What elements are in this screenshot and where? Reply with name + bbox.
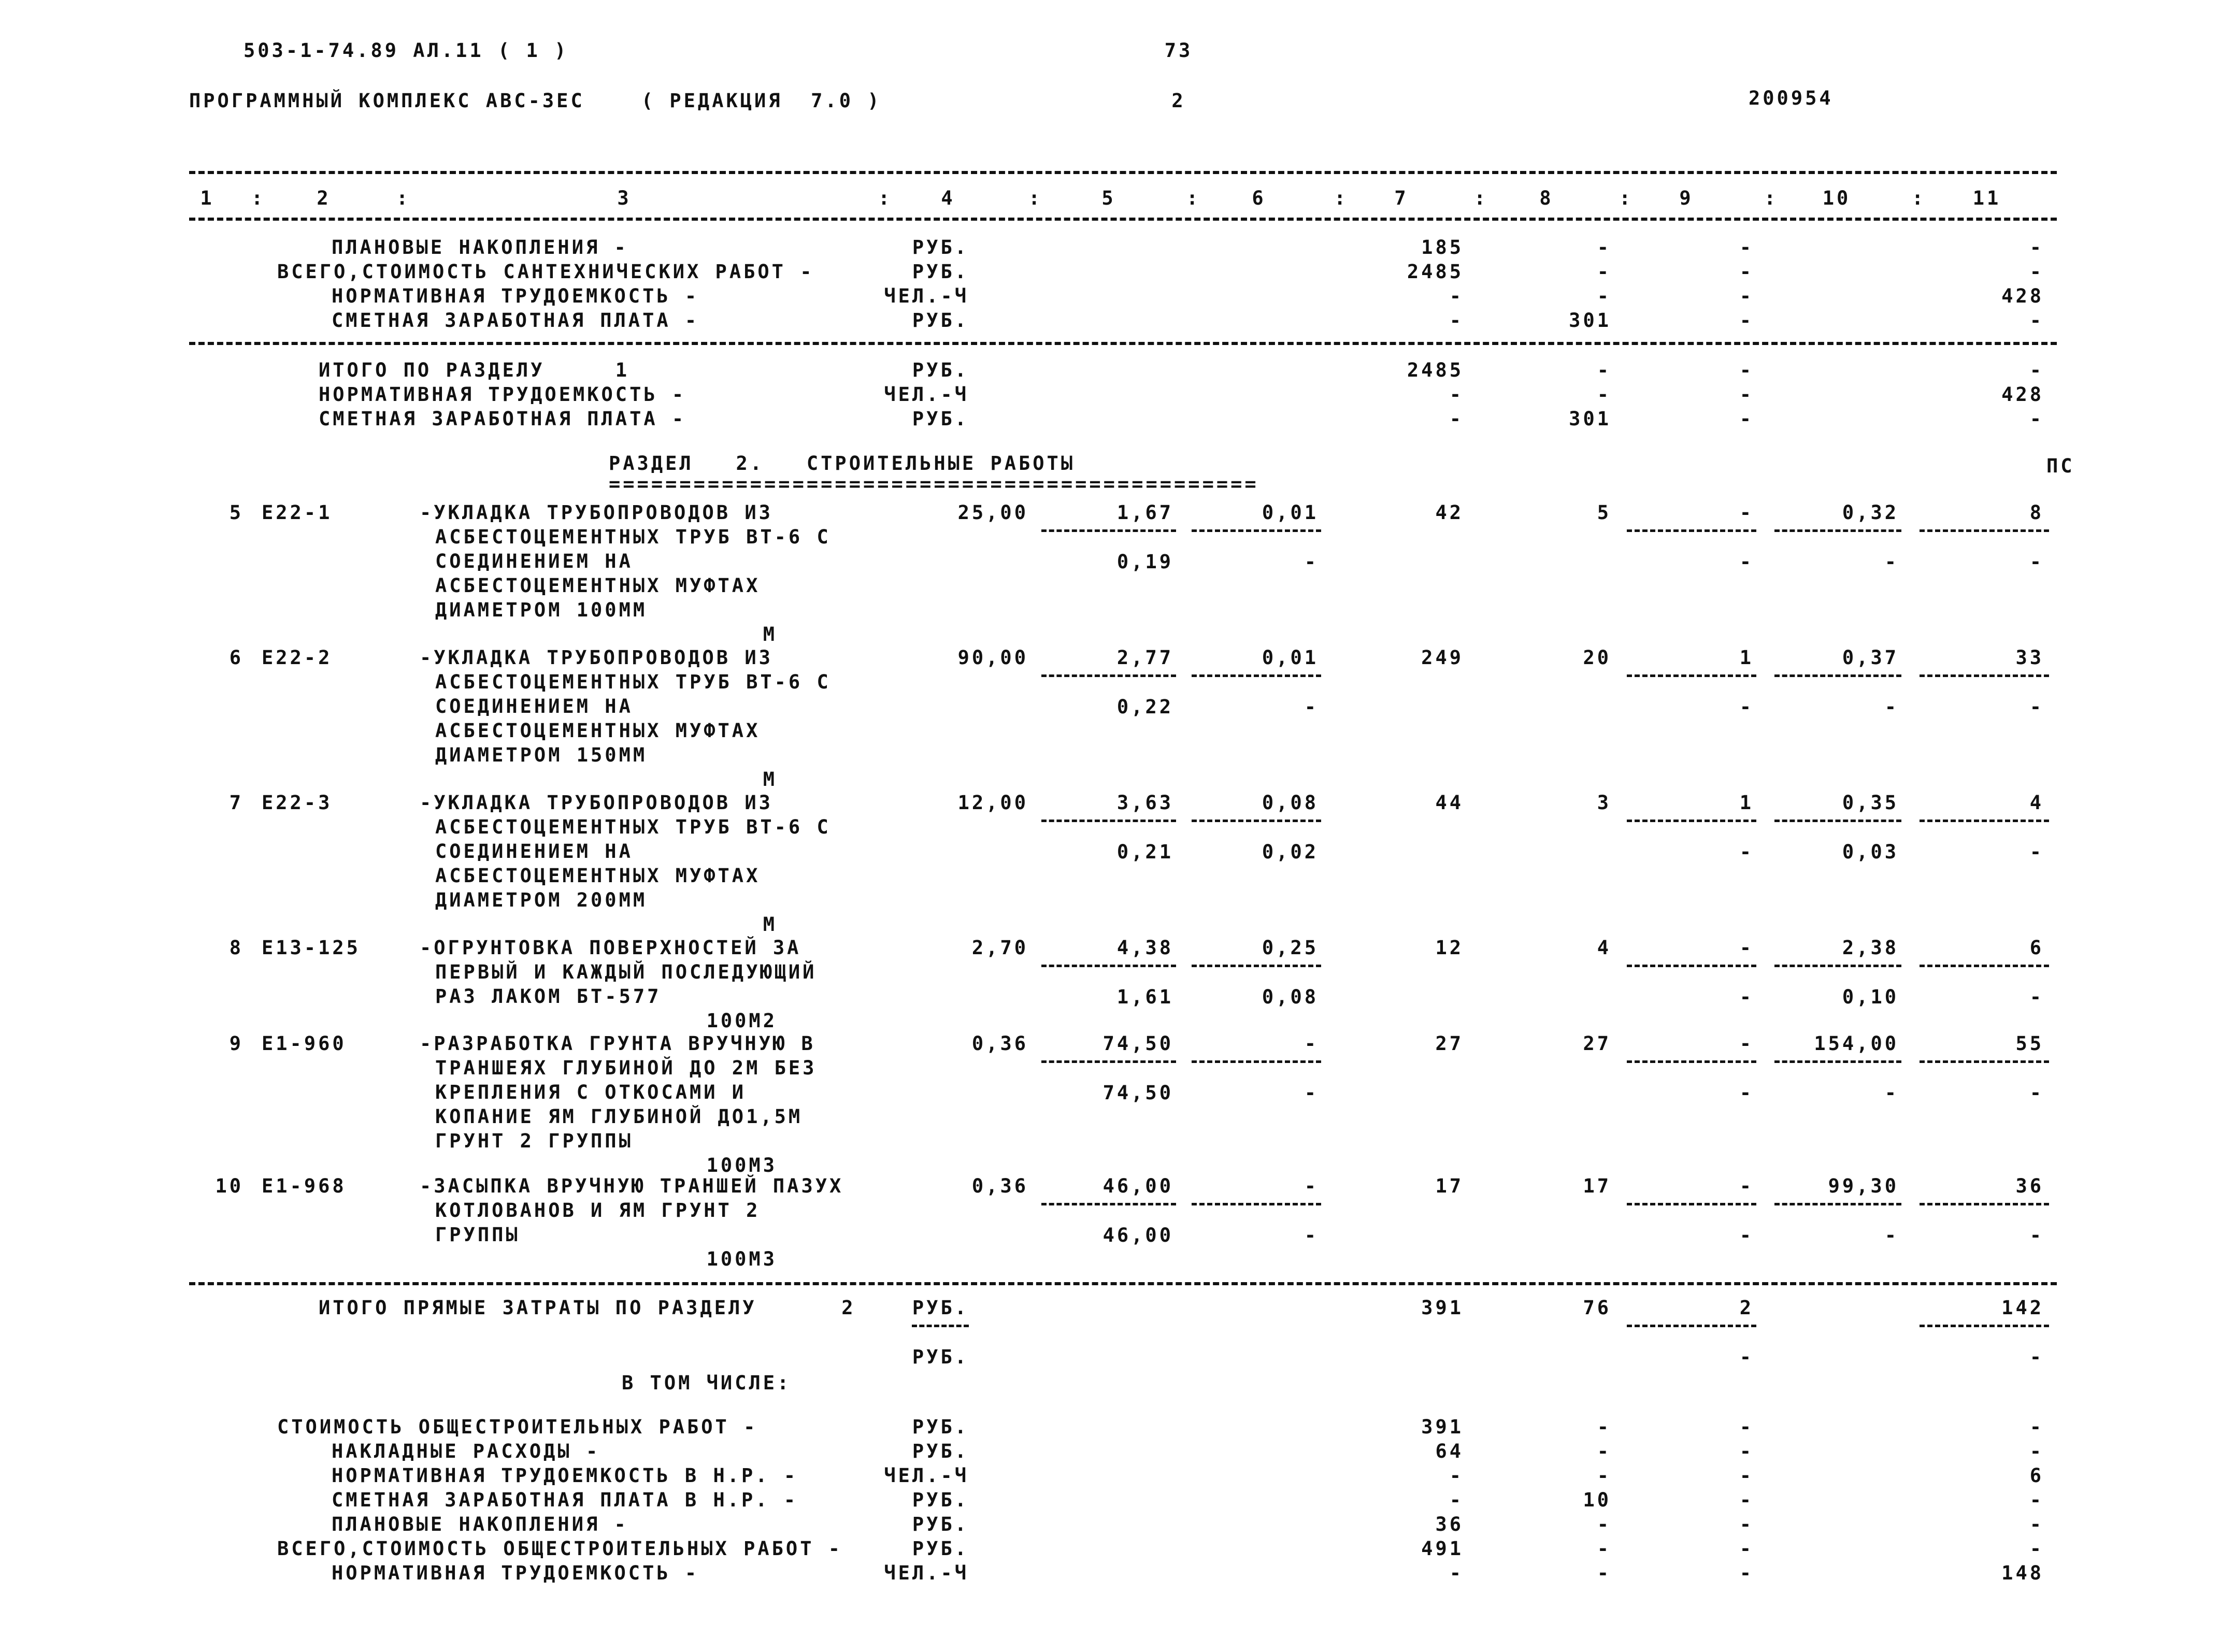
- item-col11: 36: [2015, 1175, 2044, 1197]
- column-header-4: 4: [941, 187, 955, 209]
- summary-col11: -: [2029, 261, 2044, 283]
- item-quantity: 12,00: [957, 792, 1028, 814]
- item-unit: М: [763, 623, 777, 645]
- item-subrule: [1627, 529, 1756, 532]
- item-col11: 4: [2029, 792, 2044, 814]
- item-quantity: 90,00: [957, 647, 1028, 669]
- item-description-line: АСБЕСТОЦЕМЕНТНЫХ МУФТАХ: [435, 720, 761, 742]
- summary-unit: РУБ.: [912, 359, 969, 381]
- item-col10: 99,30: [1828, 1175, 1899, 1197]
- item-quantity: 0,36: [971, 1032, 1028, 1055]
- summary-label: НОРМАТИВНАЯ ТРУДОЕМКОСТЬ -: [332, 1562, 699, 1584]
- item-col9-secondary: -: [1739, 986, 1754, 1008]
- summary-col11: 6: [2029, 1464, 2044, 1487]
- item-col5: 2,77: [1116, 647, 1173, 669]
- summary-label: ПЛАНОВЫЕ НАКОПЛЕНИЯ -: [332, 1513, 628, 1535]
- item-col11: 6: [2029, 937, 2044, 959]
- item-col10: 2,38: [1842, 937, 1899, 959]
- item-subrule: [1774, 1203, 1901, 1205]
- column-header-9: 9: [1679, 187, 1694, 209]
- summary-col8: -: [1597, 1513, 1611, 1535]
- item-subrule: [1774, 820, 1901, 822]
- item-col10: 0,35: [1842, 792, 1899, 814]
- item-col7: 27: [1435, 1032, 1464, 1055]
- item-col5: 46,00: [1102, 1175, 1173, 1197]
- item-col6: -: [1304, 1032, 1319, 1055]
- column-header-10: 10: [1822, 187, 1851, 209]
- summary-col7: 2485: [1407, 261, 1464, 283]
- item-subrule: [1774, 965, 1901, 967]
- summary-col7: 2485: [1407, 359, 1464, 381]
- direct-costs-col9-secondary: -: [1739, 1346, 1754, 1368]
- item-col11-secondary: -: [2029, 986, 2044, 1008]
- column-separator: :: [1334, 187, 1349, 209]
- column-separator: :: [251, 187, 266, 209]
- column-separator: :: [878, 187, 893, 209]
- column-header-3: 3: [617, 187, 632, 209]
- summary-col9: -: [1739, 309, 1754, 332]
- item-subrule: [1192, 1203, 1321, 1205]
- summary-col9: -: [1739, 236, 1754, 258]
- summary-col11: 428: [2001, 285, 2044, 307]
- item-number: 9: [229, 1032, 244, 1055]
- item-quantity: 2,70: [971, 937, 1028, 959]
- summary-col8: 10: [1583, 1489, 1611, 1511]
- item-col10: 0,37: [1842, 647, 1899, 669]
- summary-unit: РУБ.: [912, 1440, 969, 1462]
- item-col8: 27: [1583, 1032, 1611, 1055]
- item-col10: 0,32: [1842, 501, 1899, 524]
- item-description-line: СОЕДИНЕНИЕМ НА: [435, 695, 633, 717]
- summary-col11: -: [2029, 236, 2044, 258]
- item-subrule: [1041, 1203, 1176, 1205]
- summary-col11: -: [2029, 1489, 2044, 1511]
- summary-col8: 301: [1569, 309, 1611, 332]
- item-description-line: -УКЛАДКА ТРУБОПРОВОДОВ ИЗ: [420, 501, 773, 524]
- summary-col11: -: [2029, 1513, 2044, 1535]
- summary-col9: -: [1739, 1562, 1754, 1584]
- item-code: Е22-2: [262, 647, 333, 669]
- section-2-underline: ==============================================: [609, 473, 1259, 495]
- item-col7: 42: [1435, 501, 1464, 524]
- item-col9: -: [1739, 1032, 1754, 1055]
- item-col5: 74,50: [1102, 1032, 1173, 1055]
- direct-costs-col11: 142: [2001, 1297, 2044, 1319]
- direct-costs-col9: 2: [1739, 1297, 1754, 1319]
- item-col11-secondary: -: [2029, 1082, 2044, 1104]
- item-number: 10: [215, 1175, 244, 1197]
- summary-unit: ЧЕЛ.-Ч: [884, 1562, 969, 1584]
- item-subrule: [1041, 529, 1176, 532]
- item-description-line: ТРАНШЕЯХ ГЛУБИНОЙ ДО 2М БЕЗ: [435, 1057, 817, 1079]
- summary-unit: ЧЕЛ.-Ч: [884, 383, 969, 406]
- summary-col8: -: [1597, 261, 1611, 283]
- summary-col9: -: [1739, 359, 1754, 381]
- summary-col7: -: [1449, 309, 1464, 332]
- item-col8: 3: [1597, 792, 1611, 814]
- summary-unit: РУБ.: [912, 1489, 969, 1511]
- item-description-line: ПЕРВЫЙ И КАЖДЫЙ ПОСЛЕДУЮЩИЙ: [435, 961, 817, 983]
- item-col10: 154,00: [1814, 1032, 1899, 1055]
- item-unit: 100М2: [706, 1010, 777, 1032]
- item-code: Е22-3: [262, 792, 333, 814]
- item-col8: 20: [1583, 647, 1611, 669]
- summary-col8: -: [1597, 1416, 1611, 1438]
- section1-total-rule: [189, 342, 2057, 345]
- item-unit: 100М3: [706, 1248, 777, 1270]
- summary-col7: 185: [1421, 236, 1464, 258]
- item-description-line: АСБЕСТОЦЕМЕНТНЫХ МУФТАХ: [435, 574, 761, 597]
- item-col5-secondary: 74,50: [1102, 1082, 1173, 1104]
- item-code: Е13-125: [262, 937, 361, 959]
- summary-col11: -: [2029, 309, 2044, 332]
- item-subrule: [1041, 965, 1176, 967]
- summary-col9: -: [1739, 383, 1754, 406]
- section-2-title: РАЗДЕЛ 2. СТРОИТЕЛЬНЫЕ РАБОТЫ: [609, 452, 1076, 475]
- item-col6-secondary: 0,08: [1262, 986, 1319, 1008]
- item-subrule: [1192, 820, 1321, 822]
- summary-col8: -: [1597, 1440, 1611, 1462]
- summary-unit: РУБ.: [912, 309, 969, 332]
- summary-unit: ЧЕЛ.-Ч: [884, 285, 969, 307]
- table-header-rule: [189, 218, 2057, 221]
- item-description-line: АСБЕСТОЦЕМЕНТНЫХ МУФТАХ: [435, 865, 761, 887]
- summary-unit: РУБ.: [912, 1416, 969, 1438]
- column-separator: :: [1474, 187, 1488, 209]
- item-col11: 33: [2015, 647, 2044, 669]
- item-subrule: [1192, 965, 1321, 967]
- item-col5-secondary: 0,22: [1116, 696, 1173, 718]
- direct-costs-col7: 391: [1421, 1297, 1464, 1319]
- column-header-2: 2: [317, 187, 331, 209]
- summary-unit: РУБ.: [912, 261, 969, 283]
- item-subrule: [1774, 529, 1901, 532]
- item-description-line: -ЗАСЫПКА ВРУЧНУЮ ТРАНШЕЙ ПАЗУХ: [420, 1175, 844, 1197]
- direct-costs-subrule: [1627, 1325, 1756, 1327]
- item-subrule: [1192, 1060, 1321, 1063]
- item-col6-secondary: -: [1304, 696, 1319, 718]
- item-col5-secondary: 0,21: [1116, 841, 1173, 863]
- program-title: ПРОГРАММНЫЙ КОМПЛЕКС АВС-3ЕС ( РЕДАКЦИЯ 7.0 ): [189, 90, 882, 112]
- item-subrule: [1041, 1060, 1176, 1063]
- item-description-line: ГРУППЫ: [435, 1224, 520, 1246]
- column-separator: :: [1912, 187, 1926, 209]
- item-number: 5: [229, 501, 244, 524]
- summary-col7: -: [1449, 285, 1464, 307]
- item-col11-secondary: -: [2029, 1224, 2044, 1246]
- item-code: Е1-968: [262, 1175, 347, 1197]
- item-quantity: 0,36: [971, 1175, 1028, 1197]
- item-quantity: 25,00: [957, 501, 1028, 524]
- item-subrule: [1920, 965, 2049, 967]
- direct-costs-label: ИТОГО ПРЯМЫЕ ЗАТРАТЫ ПО РАЗДЕЛУ 2: [319, 1297, 856, 1319]
- sheet-number: 2: [1171, 90, 1186, 112]
- item-subrule: [1920, 674, 2049, 677]
- direct-costs-col11-secondary: -: [2029, 1346, 2044, 1368]
- column-header-8: 8: [1539, 187, 1554, 209]
- column-separator: :: [396, 187, 411, 209]
- item-description-line: АСБЕСТОЦЕМЕНТНЫХ ТРУБ ВТ-6 С: [435, 526, 831, 548]
- summary-unit: ЧЕЛ.-Ч: [884, 1464, 969, 1487]
- item-col6: 0,01: [1262, 501, 1319, 524]
- summary-col11: -: [2029, 1416, 2044, 1438]
- column-header-5: 5: [1101, 187, 1116, 209]
- summary-label: НАКЛАДНЫЕ РАСХОДЫ -: [332, 1440, 600, 1462]
- table-top-rule: [189, 171, 2057, 174]
- document-id: 200954: [1749, 87, 1834, 109]
- summary-col8: -: [1597, 359, 1611, 381]
- summary-col8: -: [1597, 1538, 1611, 1560]
- summary-label: СТОИМОСТЬ ОБЩЕСТРОИТЕЛЬНЫХ РАБОТ -: [277, 1416, 758, 1438]
- summary-col9: -: [1739, 1538, 1754, 1560]
- summary-label: НОРМАТИВНАЯ ТРУДОЕМКОСТЬ -: [332, 285, 699, 307]
- summary-label: ВСЕГО,СТОИМОСТЬ САНТЕХНИЧЕСКИХ РАБОТ -: [277, 261, 814, 283]
- column-separator: :: [1764, 187, 1779, 209]
- item-subrule: [1627, 674, 1756, 677]
- item-description-line: СОЕДИНЕНИЕМ НА: [435, 840, 633, 863]
- page-number: 73: [1164, 39, 1193, 62]
- item-subrule: [1920, 529, 2049, 532]
- item-code: Е1-960: [262, 1032, 347, 1055]
- item-description-line: КОТЛОВАНОВ И ЯМ ГРУНТ 2: [435, 1199, 761, 1222]
- summary-col11: -: [2029, 359, 2044, 381]
- item-col10-secondary: 0,03: [1842, 841, 1899, 863]
- item-subrule: [1627, 1060, 1756, 1063]
- item-col5-secondary: 46,00: [1102, 1224, 1173, 1246]
- item-subrule: [1627, 1203, 1756, 1205]
- item-description-line: АСБЕСТОЦЕМЕНТНЫХ ТРУБ ВТ-6 С: [435, 816, 831, 838]
- summary-col9: -: [1739, 1440, 1754, 1462]
- item-col11-secondary: -: [2029, 696, 2044, 718]
- item-col7: 44: [1435, 792, 1464, 814]
- side-mark: ПС: [2046, 455, 2075, 477]
- summary-col7: -: [1449, 1464, 1464, 1487]
- item-number: 6: [229, 647, 244, 669]
- summary-col7: -: [1449, 383, 1464, 406]
- item-description-line: ДИАМЕТРОМ 200ММ: [435, 889, 648, 911]
- summary-label: ИТОГО ПО РАЗДЕЛУ 1: [319, 359, 630, 381]
- summary-unit: РУБ.: [912, 236, 969, 258]
- item-subrule: [1920, 1203, 2049, 1205]
- summary-col9: -: [1739, 1464, 1754, 1487]
- summary-label: ВСЕГО,СТОИМОСТЬ ОБЩЕСТРОИТЕЛЬНЫХ РАБОТ -: [277, 1538, 843, 1560]
- summary-col7: 36: [1435, 1513, 1464, 1535]
- direct-costs-col8: 76: [1583, 1297, 1611, 1319]
- including-label: В ТОМ ЧИСЛЕ:: [622, 1372, 792, 1394]
- summary-label: СМЕТНАЯ ЗАРАБОТНАЯ ПЛАТА -: [332, 309, 699, 332]
- item-subrule: [1920, 1060, 2049, 1063]
- item-col11: 55: [2015, 1032, 2044, 1055]
- summary-col11: -: [2029, 1538, 2044, 1560]
- column-separator: :: [1186, 187, 1201, 209]
- item-subrule: [1774, 1060, 1901, 1063]
- column-header-7: 7: [1394, 187, 1409, 209]
- item-col9: -: [1739, 1175, 1754, 1197]
- summary-col8: -: [1597, 1562, 1611, 1584]
- item-subrule: [1041, 674, 1176, 677]
- item-description-line: -ОГРУНТОВКА ПОВЕРХНОСТЕЙ ЗА: [420, 937, 801, 959]
- item-unit: М: [763, 768, 777, 791]
- summary-col11: -: [2029, 408, 2044, 430]
- direct-costs-rule: [189, 1282, 2057, 1285]
- item-unit: 100М3: [706, 1154, 777, 1176]
- item-code: Е22-1: [262, 501, 333, 524]
- item-col7: 249: [1421, 647, 1464, 669]
- column-separator: :: [1028, 187, 1043, 209]
- item-description-line: СОЕДИНЕНИЕМ НА: [435, 550, 633, 572]
- item-col11-secondary: -: [2029, 841, 2044, 863]
- summary-col7: -: [1449, 408, 1464, 430]
- document-code: 503-1-74.89 АЛ.11 ( 1 ): [244, 39, 569, 62]
- summary-col9: -: [1739, 408, 1754, 430]
- summary-col9: -: [1739, 261, 1754, 283]
- summary-col11: 148: [2001, 1562, 2044, 1584]
- item-subrule: [1627, 820, 1756, 822]
- item-col10-secondary: 0,10: [1842, 986, 1899, 1008]
- item-col11-secondary: -: [2029, 551, 2044, 573]
- summary-col8: -: [1597, 1464, 1611, 1487]
- item-description-line: ДИАМЕТРОМ 150ММ: [435, 744, 648, 766]
- summary-col7: 64: [1435, 1440, 1464, 1462]
- column-separator: :: [1619, 187, 1634, 209]
- direct-costs-unit-rule: [912, 1325, 969, 1327]
- item-subrule: [1774, 674, 1901, 677]
- item-subrule: [1192, 674, 1321, 677]
- summary-col9: -: [1739, 1513, 1754, 1535]
- item-col7: 12: [1435, 937, 1464, 959]
- item-col5: 3,63: [1116, 792, 1173, 814]
- item-description-line: АСБЕСТОЦЕМЕНТНЫХ ТРУБ ВТ-6 С: [435, 671, 831, 693]
- summary-col9: -: [1739, 1416, 1754, 1438]
- item-col6-secondary: 0,02: [1262, 841, 1319, 863]
- item-col10-secondary: -: [1884, 1082, 1899, 1104]
- item-col5: 1,67: [1116, 501, 1173, 524]
- item-col10-secondary: -: [1884, 551, 1899, 573]
- item-number: 7: [229, 792, 244, 814]
- summary-col7: 391: [1421, 1416, 1464, 1438]
- item-subrule: [1627, 965, 1756, 967]
- summary-label: СМЕТНАЯ ЗАРАБОТНАЯ ПЛАТА В Н.Р. -: [332, 1489, 798, 1511]
- summary-col11: 428: [2001, 383, 2044, 406]
- summary-col7: -: [1449, 1562, 1464, 1584]
- item-col9-secondary: -: [1739, 1082, 1754, 1104]
- item-description-line: РАЗ ЛАКОМ БТ-577: [435, 985, 662, 1008]
- item-col6-secondary: -: [1304, 1082, 1319, 1104]
- item-description-line: ГРУНТ 2 ГРУППЫ: [435, 1130, 633, 1152]
- summary-unit: РУБ.: [912, 1513, 969, 1535]
- summary-col8: -: [1597, 285, 1611, 307]
- item-subrule: [1192, 529, 1321, 532]
- item-col6: 0,01: [1262, 647, 1319, 669]
- column-header-6: 6: [1252, 187, 1266, 209]
- item-col6: 0,25: [1262, 937, 1319, 959]
- summary-label: НОРМАТИВНАЯ ТРУДОЕМКОСТЬ В Н.Р. -: [332, 1464, 798, 1487]
- item-description-line: ДИАМЕТРОМ 100ММ: [435, 599, 648, 621]
- item-col5: 4,38: [1116, 937, 1173, 959]
- column-header-1: 1: [200, 187, 214, 209]
- summary-label: СМЕТНАЯ ЗАРАБОТНАЯ ПЛАТА -: [319, 408, 686, 430]
- item-col10-secondary: -: [1884, 1224, 1899, 1246]
- direct-costs-unit: РУБ.: [912, 1297, 969, 1319]
- item-description-line: КРЕПЛЕНИЯ С ОТКОСАМИ И: [435, 1081, 747, 1103]
- summary-col8: -: [1597, 383, 1611, 406]
- item-col9: -: [1739, 937, 1754, 959]
- item-description-line: -РАЗРАБОТКА ГРУНТА ВРУЧНУЮ В: [420, 1032, 815, 1055]
- summary-col7: 491: [1421, 1538, 1464, 1560]
- item-col9-secondary: -: [1739, 841, 1754, 863]
- column-header-11: 11: [1972, 187, 2001, 209]
- summary-col9: -: [1739, 1489, 1754, 1511]
- summary-unit: РУБ.: [912, 1538, 969, 1560]
- item-col8: 4: [1597, 937, 1611, 959]
- item-col11: 8: [2029, 501, 2044, 524]
- item-col9-secondary: -: [1739, 1224, 1754, 1246]
- summary-col11: -: [2029, 1440, 2044, 1462]
- item-description-line: -УКЛАДКА ТРУБОПРОВОДОВ ИЗ: [420, 647, 773, 669]
- item-unit: М: [763, 913, 777, 936]
- item-col9-secondary: -: [1739, 551, 1754, 573]
- item-col9-secondary: -: [1739, 696, 1754, 718]
- item-subrule: [1920, 820, 2049, 822]
- item-col9: -: [1739, 501, 1754, 524]
- item-col8: 5: [1597, 501, 1611, 524]
- summary-label: НОРМАТИВНАЯ ТРУДОЕМКОСТЬ -: [319, 383, 686, 406]
- item-col6-secondary: -: [1304, 551, 1319, 573]
- item-col10-secondary: -: [1884, 696, 1899, 718]
- item-col7: 17: [1435, 1175, 1464, 1197]
- summary-col7: -: [1449, 1489, 1464, 1511]
- item-description-line: -УКЛАДКА ТРУБОПРОВОДОВ ИЗ: [420, 792, 773, 814]
- item-col9: 1: [1739, 647, 1754, 669]
- direct-costs-unit-2: РУБ.: [912, 1346, 969, 1368]
- item-description-line: КОПАНИЕ ЯМ ГЛУБИНОЙ ДО1,5М: [435, 1105, 803, 1128]
- summary-col8: 301: [1569, 408, 1611, 430]
- summary-unit: РУБ.: [912, 408, 969, 430]
- item-subrule: [1041, 820, 1176, 822]
- item-number: 8: [229, 937, 244, 959]
- item-col9: 1: [1739, 792, 1754, 814]
- item-col5-secondary: 1,61: [1116, 986, 1173, 1008]
- item-col6-secondary: -: [1304, 1224, 1319, 1246]
- item-col8: 17: [1583, 1175, 1611, 1197]
- summary-col8: -: [1597, 236, 1611, 258]
- summary-col9: -: [1739, 285, 1754, 307]
- item-col6: -: [1304, 1175, 1319, 1197]
- direct-costs-subrule: [1920, 1325, 2049, 1327]
- summary-label: ПЛАНОВЫЕ НАКОПЛЕНИЯ -: [332, 236, 628, 258]
- item-col5-secondary: 0,19: [1116, 551, 1173, 573]
- item-col6: 0,08: [1262, 792, 1319, 814]
